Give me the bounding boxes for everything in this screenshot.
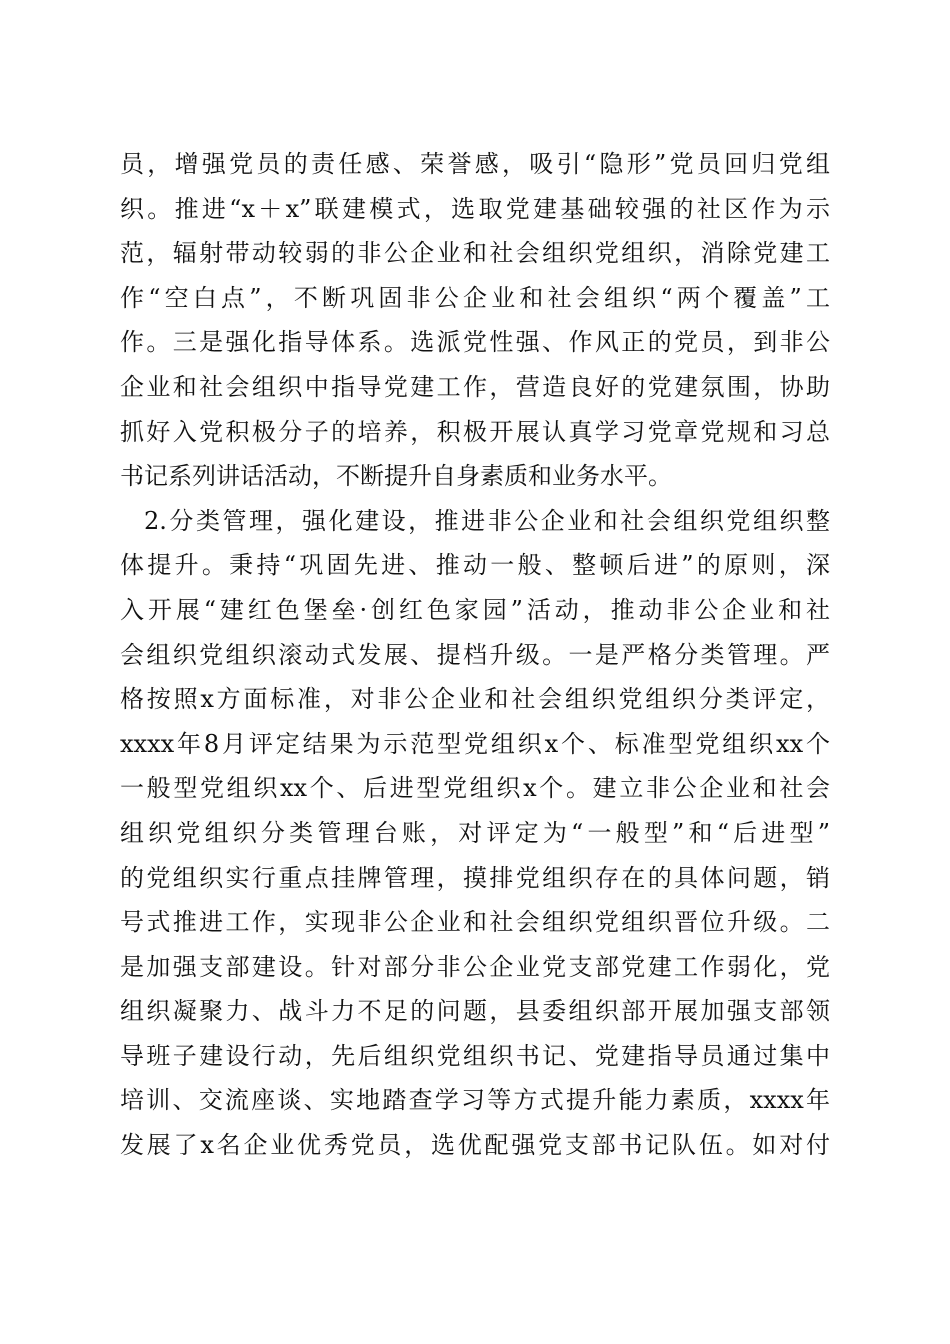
paragraph-line: xxxx年8月评定结果为示范型党组织x个、标准型党组织xx个 — [120, 729, 830, 758]
paragraph-line: 组织凝聚力、战斗力不足的问题，县委组织部开展加强支部领 — [120, 997, 830, 1026]
paragraph-line: 号式推进工作，实现非公企业和社会组织党组织晋位升级。二 — [120, 908, 830, 937]
paragraph-line: 会组织党组织滚动式发展、提档升级。一是严格分类管理。严 — [120, 640, 830, 669]
paragraph-line: 体提升。秉持“巩固先进、推动一般、整顿后进”的原则，深 — [120, 551, 830, 580]
paragraph-1 — [120, 142, 830, 499]
paragraph-line: 培训、交流座谈、实地踏查学习等方式提升能力素质，xxxx年 — [120, 1086, 830, 1115]
paragraph-line: 发展了x名企业优秀党员，选优配强党支部书记队伍。如对付 — [120, 1131, 830, 1160]
paragraph-line: 抓好入党积极分子的培养，积极开展认真学习党章党规和习总 — [120, 417, 830, 446]
paragraph-line: 导班子建设行动，先后组织党组织书记、党建指导员通过集中 — [120, 1041, 830, 1070]
paragraph-line: 组织党组织分类管理台账，对评定为“一般型”和“后进型” — [120, 818, 830, 847]
paragraph-line: 入开展“建红色堡垒·创红色家园”活动，推动非公企业和社 — [120, 595, 830, 624]
paragraph-line: 书记系列讲话活动，不断提升自身素质和业务水平。 — [120, 462, 672, 491]
paragraph-line: 是加强支部建设。针对部分非公企业党支部党建工作弱化，党 — [120, 952, 830, 981]
paragraph-line: 企业和社会组织中指导党建工作，营造良好的党建氛围，协助 — [120, 372, 830, 401]
document-body — [120, 142, 830, 1168]
paragraph-line: 的党组织实行重点挂牌管理，摸排党组织存在的具体问题，销 — [120, 863, 830, 892]
paragraph-line: 员，增强党员的责任感、荣誉感，吸引“隐形”党员回归党组 — [120, 150, 830, 178]
paragraph-line: 作“空白点”，不断巩固非公企业和社会组织“两个覆盖”工 — [120, 283, 830, 312]
paragraph-line: 一般型党组织xx个、后进型党组织x个。建立非公企业和社会 — [120, 774, 830, 803]
paragraph-2 — [120, 499, 830, 1168]
paragraph-line: 2.分类管理，强化建设，推进非公企业和社会组织党组织整 — [144, 506, 830, 535]
paragraph-line: 格按照x方面标准，对非公企业和社会组织党组织分类评定， — [120, 685, 830, 714]
paragraph-line: 范，辐射带动较弱的非公企业和社会组织党组织，消除党建工 — [120, 239, 830, 268]
paragraph-line: 作。三是强化指导体系。选派党性强、作风正的党员，到非公 — [120, 328, 830, 357]
paragraph-line: 织。推进“x＋x”联建模式，选取党建基础较强的社区作为示 — [120, 194, 830, 223]
